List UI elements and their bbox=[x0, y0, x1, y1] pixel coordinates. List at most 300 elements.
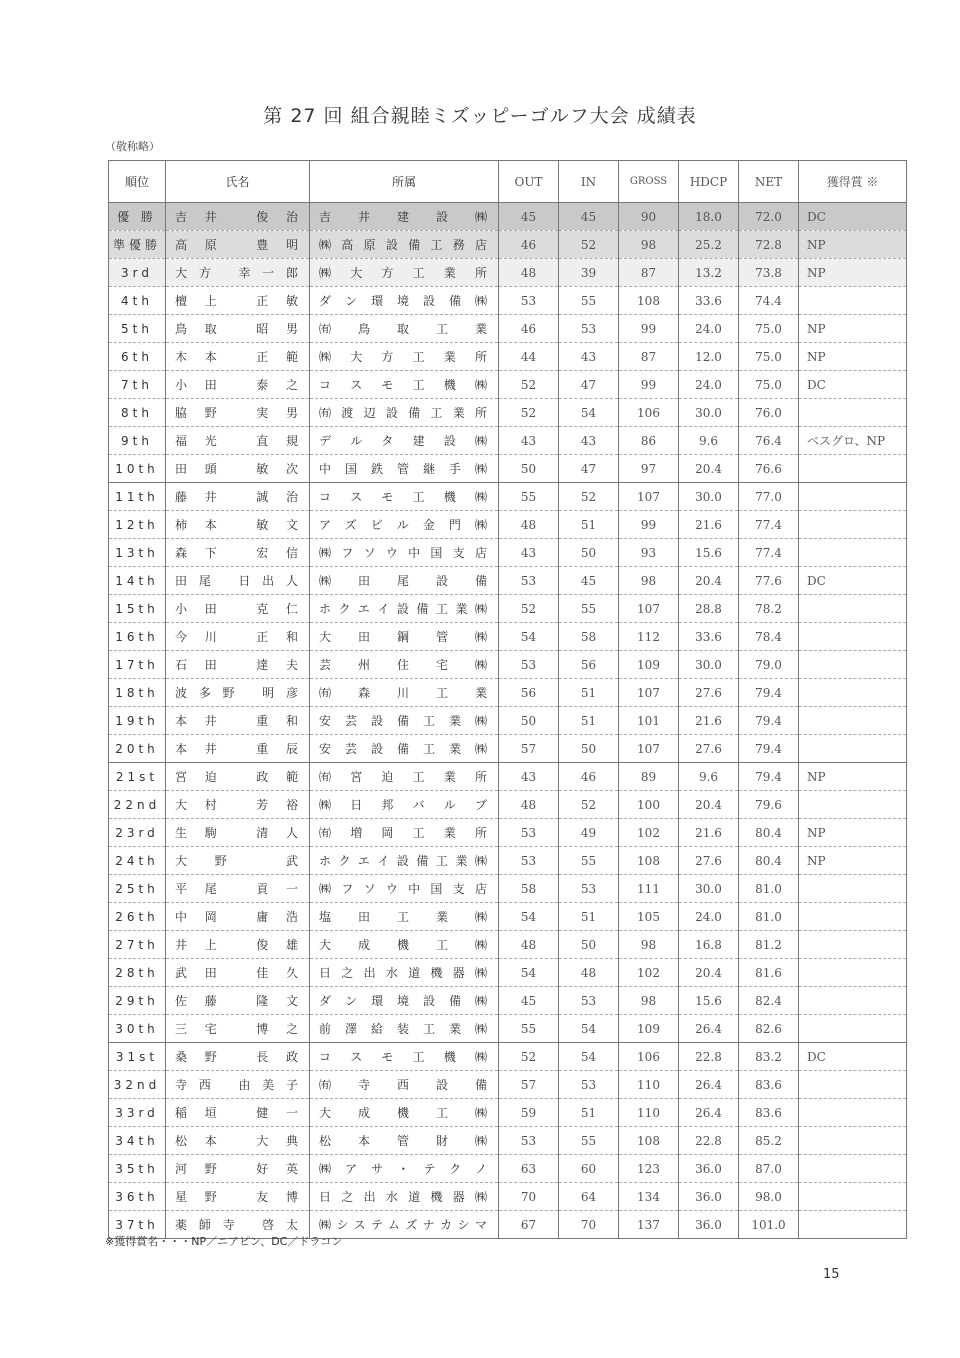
cell-net: 83.6 bbox=[739, 1071, 799, 1099]
cell-in: 45 bbox=[559, 203, 619, 231]
table-row bbox=[109, 987, 907, 1015]
cell-award bbox=[799, 399, 907, 427]
cell-affiliation: ㈱ 田 尾 設 備 bbox=[310, 567, 499, 595]
cell-affiliation: デ ル タ 建 設 ㈱ bbox=[310, 427, 499, 455]
cell-net: 74.4 bbox=[739, 287, 799, 315]
cell-hdcp: 9.6 bbox=[679, 763, 739, 791]
cell-name: 河野 好英 bbox=[166, 1155, 310, 1183]
cell-out: 53 bbox=[499, 819, 559, 847]
cell-affiliation: 塩 田 工 業 ㈱ bbox=[310, 903, 499, 931]
cell-name: 大方 幸一郎 bbox=[166, 259, 310, 287]
cell-net: 83.2 bbox=[739, 1043, 799, 1071]
cell-name: 寺西 由美子 bbox=[166, 1071, 310, 1099]
table-row bbox=[109, 203, 907, 231]
cell-hdcp: 22.8 bbox=[679, 1127, 739, 1155]
cell-in: 52 bbox=[559, 483, 619, 511]
cell-award bbox=[799, 679, 907, 707]
cell-gross: 111 bbox=[619, 875, 679, 903]
cell-affiliation: 安芸設備工業㈱ bbox=[310, 707, 499, 735]
cell-name: 檀上 正敏 bbox=[166, 287, 310, 315]
cell-out: 48 bbox=[499, 511, 559, 539]
cell-out: 67 bbox=[499, 1211, 559, 1239]
cell-name: 平尾 貢一 bbox=[166, 875, 310, 903]
cell-award: DC bbox=[799, 1043, 907, 1071]
cell-rank: 9th bbox=[109, 427, 166, 455]
cell-name: 田頭 敏次 bbox=[166, 455, 310, 483]
cell-rank: 35th bbox=[109, 1155, 166, 1183]
cell-gross: 102 bbox=[619, 959, 679, 987]
cell-name: 小田 克仁 bbox=[166, 595, 310, 623]
header-row bbox=[109, 161, 907, 203]
cell-gross: 106 bbox=[619, 1043, 679, 1071]
cell-net: 73.8 bbox=[739, 259, 799, 287]
cell-net: 87.0 bbox=[739, 1155, 799, 1183]
cell-rank: 26th bbox=[109, 903, 166, 931]
cell-rank: 33rd bbox=[109, 1099, 166, 1127]
table-row bbox=[109, 595, 907, 623]
cell-affiliation: ㈲ 鳥 取 工 業 bbox=[310, 315, 499, 343]
cell-award bbox=[799, 1211, 907, 1239]
cell-hdcp: 36.0 bbox=[679, 1155, 739, 1183]
cell-rank: 13th bbox=[109, 539, 166, 567]
cell-affiliation: 大 成 機 工 ㈱ bbox=[310, 1099, 499, 1127]
cell-in: 45 bbox=[559, 567, 619, 595]
cell-affiliation: ㈲ 増 岡 工 業 所 bbox=[310, 819, 499, 847]
cell-gross: 98 bbox=[619, 931, 679, 959]
cell-out: 70 bbox=[499, 1183, 559, 1211]
cell-in: 48 bbox=[559, 959, 619, 987]
cell-gross: 100 bbox=[619, 791, 679, 819]
cell-in: 58 bbox=[559, 623, 619, 651]
table-row bbox=[109, 371, 907, 399]
cell-rank: 19th bbox=[109, 707, 166, 735]
cell-rank: 準優勝 bbox=[109, 231, 166, 259]
cell-out: 57 bbox=[499, 735, 559, 763]
cell-hdcp: 30.0 bbox=[679, 399, 739, 427]
cell-hdcp: 20.4 bbox=[679, 455, 739, 483]
table-row bbox=[109, 231, 907, 259]
cell-hdcp: 27.6 bbox=[679, 735, 739, 763]
cell-out: 45 bbox=[499, 987, 559, 1015]
table-row bbox=[109, 679, 907, 707]
cell-rank: 16th bbox=[109, 623, 166, 651]
cell-in: 46 bbox=[559, 763, 619, 791]
cell-name: 藤井 誠治 bbox=[166, 483, 310, 511]
cell-name: 松本 大典 bbox=[166, 1127, 310, 1155]
cell-net: 79.4 bbox=[739, 707, 799, 735]
column-header-affiliation: 所属 bbox=[310, 161, 499, 203]
cell-in: 43 bbox=[559, 427, 619, 455]
column-header-in: IN bbox=[559, 161, 619, 203]
cell-affiliation: ㈱高原設備工務店 bbox=[310, 231, 499, 259]
table-row bbox=[109, 567, 907, 595]
cell-out: 48 bbox=[499, 259, 559, 287]
table-row bbox=[109, 1071, 907, 1099]
cell-award bbox=[799, 455, 907, 483]
cell-rank: 24th bbox=[109, 847, 166, 875]
cell-award bbox=[799, 931, 907, 959]
table-row bbox=[109, 651, 907, 679]
cell-affiliation: アズビル金門㈱ bbox=[310, 511, 499, 539]
cell-hdcp: 20.4 bbox=[679, 791, 739, 819]
cell-out: 53 bbox=[499, 567, 559, 595]
cell-award bbox=[799, 987, 907, 1015]
cell-out: 54 bbox=[499, 903, 559, 931]
column-header-name: 氏名 bbox=[166, 161, 310, 203]
cell-rank: 14th bbox=[109, 567, 166, 595]
cell-hdcp: 15.6 bbox=[679, 987, 739, 1015]
cell-name: 中岡 庸浩 bbox=[166, 903, 310, 931]
cell-in: 53 bbox=[559, 1071, 619, 1099]
cell-award bbox=[799, 651, 907, 679]
cell-net: 77.4 bbox=[739, 539, 799, 567]
cell-net: 81.0 bbox=[739, 875, 799, 903]
cell-award: DC bbox=[799, 371, 907, 399]
cell-out: 54 bbox=[499, 959, 559, 987]
cell-in: 52 bbox=[559, 791, 619, 819]
cell-hdcp: 24.0 bbox=[679, 371, 739, 399]
cell-hdcp: 13.2 bbox=[679, 259, 739, 287]
cell-in: 39 bbox=[559, 259, 619, 287]
cell-hdcp: 36.0 bbox=[679, 1211, 739, 1239]
cell-net: 75.0 bbox=[739, 315, 799, 343]
cell-net: 83.6 bbox=[739, 1099, 799, 1127]
cell-affiliation: 日之出水道機器㈱ bbox=[310, 1183, 499, 1211]
cell-hdcp: 28.8 bbox=[679, 595, 739, 623]
cell-in: 54 bbox=[559, 399, 619, 427]
cell-rank: 8th bbox=[109, 399, 166, 427]
cell-out: 55 bbox=[499, 1015, 559, 1043]
cell-out: 58 bbox=[499, 875, 559, 903]
cell-net: 101.0 bbox=[739, 1211, 799, 1239]
cell-gross: 106 bbox=[619, 399, 679, 427]
cell-in: 43 bbox=[559, 343, 619, 371]
cell-award bbox=[799, 959, 907, 987]
cell-award: NP bbox=[799, 819, 907, 847]
cell-hdcp: 26.4 bbox=[679, 1071, 739, 1099]
table-row bbox=[109, 315, 907, 343]
cell-affiliation: コ ス モ 工 機 ㈱ bbox=[310, 371, 499, 399]
cell-out: 56 bbox=[499, 679, 559, 707]
cell-rank: 21st bbox=[109, 763, 166, 791]
cell-rank: 28th bbox=[109, 959, 166, 987]
cell-in: 47 bbox=[559, 455, 619, 483]
table-row bbox=[109, 511, 907, 539]
cell-gross: 102 bbox=[619, 819, 679, 847]
cell-net: 79.6 bbox=[739, 791, 799, 819]
cell-net: 75.0 bbox=[739, 371, 799, 399]
cell-in: 55 bbox=[559, 1127, 619, 1155]
cell-affiliation: 芸 州 住 宅 ㈱ bbox=[310, 651, 499, 679]
cell-affiliation: ダン環境設備㈱ bbox=[310, 287, 499, 315]
table-row bbox=[109, 1127, 907, 1155]
cell-in: 50 bbox=[559, 735, 619, 763]
cell-affiliation: ㈱システムズナカシマ bbox=[310, 1211, 499, 1239]
cell-affiliation: ㈲ 寺 西 設 備 bbox=[310, 1071, 499, 1099]
cell-affiliation: ダン環境設備㈱ bbox=[310, 987, 499, 1015]
cell-affiliation: ㈱フソウ中国支店 bbox=[310, 539, 499, 567]
cell-award bbox=[799, 903, 907, 931]
cell-affiliation: ㈱ 大 方 工 業 所 bbox=[310, 343, 499, 371]
cell-gross: 89 bbox=[619, 763, 679, 791]
cell-name: 今川 正和 bbox=[166, 623, 310, 651]
cell-hdcp: 26.4 bbox=[679, 1015, 739, 1043]
cell-net: 76.0 bbox=[739, 399, 799, 427]
cell-name: 星野 友博 bbox=[166, 1183, 310, 1211]
cell-hdcp: 12.0 bbox=[679, 343, 739, 371]
column-header-hdcp: HDCP bbox=[679, 161, 739, 203]
page-title: 第 27 回 組合親睦ミズッピーゴルフ大会 成績表 bbox=[263, 105, 697, 127]
cell-out: 55 bbox=[499, 483, 559, 511]
cell-name: 武田 佳久 bbox=[166, 959, 310, 987]
cell-gross: 107 bbox=[619, 595, 679, 623]
cell-net: 81.0 bbox=[739, 903, 799, 931]
cell-award: NP bbox=[799, 315, 907, 343]
table-row bbox=[109, 399, 907, 427]
table-row bbox=[109, 903, 907, 931]
cell-in: 50 bbox=[559, 931, 619, 959]
cell-hdcp: 20.4 bbox=[679, 567, 739, 595]
cell-in: 47 bbox=[559, 371, 619, 399]
cell-affiliation: ㈲ 森 川 工 業 bbox=[310, 679, 499, 707]
table-row bbox=[109, 455, 907, 483]
cell-award bbox=[799, 1015, 907, 1043]
cell-gross: 107 bbox=[619, 735, 679, 763]
cell-net: 77.0 bbox=[739, 483, 799, 511]
cell-award bbox=[799, 1071, 907, 1099]
cell-award bbox=[799, 875, 907, 903]
cell-affiliation: ㈲ 宮 迫 工 業 所 bbox=[310, 763, 499, 791]
cell-award bbox=[799, 1155, 907, 1183]
cell-gross: 97 bbox=[619, 455, 679, 483]
cell-award bbox=[799, 1183, 907, 1211]
cell-net: 79.4 bbox=[739, 679, 799, 707]
cell-affiliation: コ ス モ 工 機 ㈱ bbox=[310, 483, 499, 511]
cell-affiliation: ㈱ 日 邦 バ ル ブ bbox=[310, 791, 499, 819]
cell-name: 福光 直規 bbox=[166, 427, 310, 455]
cell-hdcp: 21.6 bbox=[679, 819, 739, 847]
cell-gross: 123 bbox=[619, 1155, 679, 1183]
cell-award bbox=[799, 1099, 907, 1127]
cell-net: 82.6 bbox=[739, 1015, 799, 1043]
cell-name: 生駒 清人 bbox=[166, 819, 310, 847]
cell-name: 脇野 実男 bbox=[166, 399, 310, 427]
cell-in: 51 bbox=[559, 511, 619, 539]
cell-gross: 108 bbox=[619, 1127, 679, 1155]
cell-gross: 107 bbox=[619, 679, 679, 707]
cell-hdcp: 36.0 bbox=[679, 1183, 739, 1211]
cell-out: 45 bbox=[499, 203, 559, 231]
cell-hdcp: 26.4 bbox=[679, 1099, 739, 1127]
cell-in: 51 bbox=[559, 707, 619, 735]
cell-rank: 22nd bbox=[109, 791, 166, 819]
award-footnote: ※獲得賞名・・・NP／ニアピン、DC／ドラコン bbox=[105, 1235, 343, 1248]
table-row bbox=[109, 343, 907, 371]
cell-gross: 87 bbox=[619, 343, 679, 371]
cell-name: 本井 重辰 bbox=[166, 735, 310, 763]
cell-award: NP bbox=[799, 763, 907, 791]
cell-out: 48 bbox=[499, 791, 559, 819]
cell-award bbox=[799, 735, 907, 763]
cell-affiliation: 吉 井 建 設 ㈱ bbox=[310, 203, 499, 231]
cell-in: 54 bbox=[559, 1043, 619, 1071]
cell-hdcp: 24.0 bbox=[679, 315, 739, 343]
cell-net: 76.4 bbox=[739, 427, 799, 455]
table-row bbox=[109, 427, 907, 455]
table-row bbox=[109, 735, 907, 763]
cell-hdcp: 30.0 bbox=[679, 875, 739, 903]
cell-rank: 32nd bbox=[109, 1071, 166, 1099]
cell-rank: 6th bbox=[109, 343, 166, 371]
cell-net: 72.0 bbox=[739, 203, 799, 231]
cell-name: 三宅 博之 bbox=[166, 1015, 310, 1043]
cell-out: 57 bbox=[499, 1071, 559, 1099]
cell-rank: 15th bbox=[109, 595, 166, 623]
cell-name: 森下 宏信 bbox=[166, 539, 310, 567]
cell-name: 波多野 明彦 bbox=[166, 679, 310, 707]
cell-gross: 99 bbox=[619, 511, 679, 539]
cell-net: 82.4 bbox=[739, 987, 799, 1015]
cell-gross: 112 bbox=[619, 623, 679, 651]
cell-gross: 110 bbox=[619, 1099, 679, 1127]
cell-rank: 4th bbox=[109, 287, 166, 315]
column-header-net: NET bbox=[739, 161, 799, 203]
cell-rank: 優 勝 bbox=[109, 203, 166, 231]
cell-award bbox=[799, 791, 907, 819]
cell-name: 柿本 敏文 bbox=[166, 511, 310, 539]
column-header-gross: GROSS bbox=[619, 161, 679, 203]
cell-name: 鳥取 昭男 bbox=[166, 315, 310, 343]
cell-out: 63 bbox=[499, 1155, 559, 1183]
cell-award bbox=[799, 539, 907, 567]
cell-in: 70 bbox=[559, 1211, 619, 1239]
cell-name: 薬師寺 啓太 bbox=[166, 1211, 310, 1239]
cell-name: 小田 泰之 bbox=[166, 371, 310, 399]
cell-net: 79.4 bbox=[739, 763, 799, 791]
cell-name: 佐藤 隆文 bbox=[166, 987, 310, 1015]
cell-gross: 107 bbox=[619, 483, 679, 511]
cell-name: 石田 達夫 bbox=[166, 651, 310, 679]
cell-rank: 3rd bbox=[109, 259, 166, 287]
cell-gross: 108 bbox=[619, 847, 679, 875]
results-table bbox=[108, 160, 907, 1239]
cell-affiliation: 大 成 機 工 ㈱ bbox=[310, 931, 499, 959]
cell-hdcp: 25.2 bbox=[679, 231, 739, 259]
cell-award bbox=[799, 707, 907, 735]
cell-affiliation: 大 田 鋼 管 ㈱ bbox=[310, 623, 499, 651]
cell-net: 80.4 bbox=[739, 847, 799, 875]
table-row bbox=[109, 623, 907, 651]
cell-award: ベスグロ、NP bbox=[799, 427, 907, 455]
cell-affiliation: ㈱アサ・テクノ bbox=[310, 1155, 499, 1183]
cell-rank: 23rd bbox=[109, 819, 166, 847]
cell-rank: 37th bbox=[109, 1211, 166, 1239]
cell-name: 本井 重和 bbox=[166, 707, 310, 735]
cell-hdcp: 30.0 bbox=[679, 483, 739, 511]
cell-in: 51 bbox=[559, 903, 619, 931]
table-row bbox=[109, 287, 907, 315]
cell-hdcp: 33.6 bbox=[679, 623, 739, 651]
cell-net: 80.4 bbox=[739, 819, 799, 847]
cell-out: 53 bbox=[499, 1127, 559, 1155]
cell-out: 46 bbox=[499, 315, 559, 343]
cell-out: 53 bbox=[499, 847, 559, 875]
cell-net: 79.4 bbox=[739, 735, 799, 763]
page-number: 15 bbox=[823, 1267, 840, 1282]
cell-in: 52 bbox=[559, 231, 619, 259]
cell-net: 76.6 bbox=[739, 455, 799, 483]
cell-in: 64 bbox=[559, 1183, 619, 1211]
cell-name: 木本 正範 bbox=[166, 343, 310, 371]
cell-award bbox=[799, 287, 907, 315]
cell-hdcp: 15.6 bbox=[679, 539, 739, 567]
cell-out: 50 bbox=[499, 707, 559, 735]
column-header-out: OUT bbox=[499, 161, 559, 203]
cell-award: DC bbox=[799, 567, 907, 595]
cell-hdcp: 20.4 bbox=[679, 959, 739, 987]
cell-net: 85.2 bbox=[739, 1127, 799, 1155]
cell-out: 44 bbox=[499, 343, 559, 371]
cell-gross: 98 bbox=[619, 231, 679, 259]
cell-gross: 93 bbox=[619, 539, 679, 567]
table-row bbox=[109, 539, 907, 567]
cell-gross: 99 bbox=[619, 315, 679, 343]
cell-in: 54 bbox=[559, 1015, 619, 1043]
column-header-rank: 順位 bbox=[109, 161, 166, 203]
cell-out: 52 bbox=[499, 1043, 559, 1071]
cell-name: 高原 豊明 bbox=[166, 231, 310, 259]
cell-net: 77.6 bbox=[739, 567, 799, 595]
cell-net: 77.4 bbox=[739, 511, 799, 539]
cell-out: 53 bbox=[499, 287, 559, 315]
cell-gross: 90 bbox=[619, 203, 679, 231]
cell-rank: 36th bbox=[109, 1183, 166, 1211]
cell-hdcp: 9.6 bbox=[679, 427, 739, 455]
cell-hdcp: 27.6 bbox=[679, 847, 739, 875]
cell-rank: 11th bbox=[109, 483, 166, 511]
table-row bbox=[109, 1183, 907, 1211]
cell-award: NP bbox=[799, 343, 907, 371]
cell-net: 81.2 bbox=[739, 931, 799, 959]
cell-affiliation: 日之出水道機器㈱ bbox=[310, 959, 499, 987]
cell-award bbox=[799, 595, 907, 623]
table-row bbox=[109, 259, 907, 287]
cell-gross: 99 bbox=[619, 371, 679, 399]
cell-award bbox=[799, 1127, 907, 1155]
cell-out: 59 bbox=[499, 1099, 559, 1127]
cell-name: 宮迫 政範 bbox=[166, 763, 310, 791]
table-row bbox=[109, 791, 907, 819]
cell-rank: 31st bbox=[109, 1043, 166, 1071]
cell-out: 43 bbox=[499, 539, 559, 567]
cell-name: 大野 武 bbox=[166, 847, 310, 875]
cell-out: 52 bbox=[499, 595, 559, 623]
table-row bbox=[109, 959, 907, 987]
cell-out: 54 bbox=[499, 623, 559, 651]
cell-gross: 101 bbox=[619, 707, 679, 735]
cell-hdcp: 24.0 bbox=[679, 903, 739, 931]
cell-net: 81.6 bbox=[739, 959, 799, 987]
cell-rank: 10th bbox=[109, 455, 166, 483]
cell-name: 井上 俊雄 bbox=[166, 931, 310, 959]
cell-out: 52 bbox=[499, 399, 559, 427]
cell-award bbox=[799, 511, 907, 539]
cell-gross: 108 bbox=[619, 287, 679, 315]
cell-name: 桑野 長政 bbox=[166, 1043, 310, 1071]
table-row bbox=[109, 875, 907, 903]
cell-hdcp: 30.0 bbox=[679, 651, 739, 679]
cell-in: 51 bbox=[559, 1099, 619, 1127]
